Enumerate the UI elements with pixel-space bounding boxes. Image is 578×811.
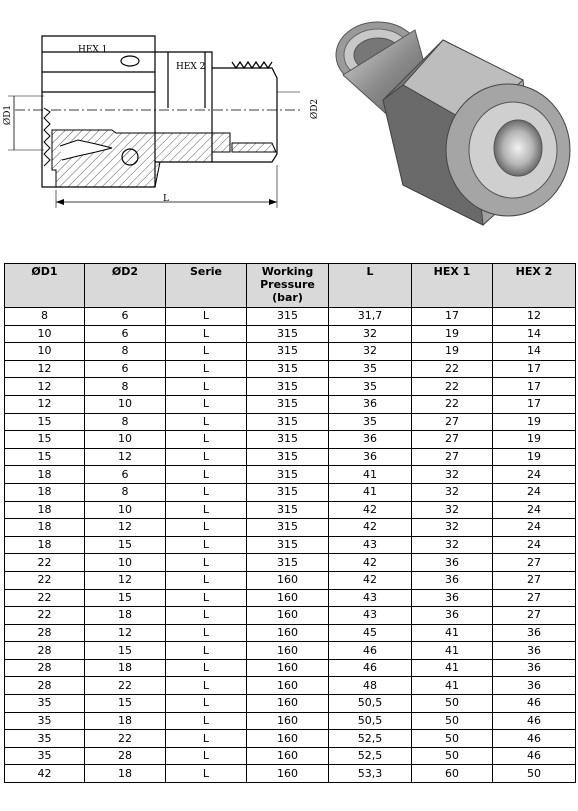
table-cell: 315: [247, 308, 329, 326]
l-label: L: [163, 194, 169, 204]
table-row: [5, 448, 576, 466]
table-cell: 28: [5, 659, 85, 677]
table-row: [5, 730, 576, 748]
table-row: [5, 677, 576, 695]
table-cell: L: [166, 589, 247, 607]
table-cell: 15: [85, 642, 166, 660]
table-cell: L: [166, 747, 247, 765]
table-cell: 27: [412, 448, 493, 466]
table-cell: 28: [85, 747, 166, 765]
table-cell: 42: [329, 571, 412, 589]
table-cell: 15: [85, 536, 166, 554]
table-cell: 27: [412, 431, 493, 449]
table-cell: 35: [5, 695, 85, 713]
table-cell: 315: [247, 431, 329, 449]
table-cell: L: [166, 378, 247, 396]
table-cell: 53,3: [329, 765, 412, 783]
table-cell: 8: [85, 483, 166, 501]
table-cell: 160: [247, 747, 329, 765]
table-cell: 32: [412, 536, 493, 554]
table-cell: 42: [329, 501, 412, 519]
table-cell: 160: [247, 730, 329, 748]
table-cell: L: [166, 431, 247, 449]
table-cell: 10: [85, 395, 166, 413]
table-cell: 28: [5, 642, 85, 660]
table-cell: 27: [493, 607, 576, 625]
table-cell: 19: [412, 325, 493, 343]
table-cell: 12: [85, 519, 166, 537]
table-body: [5, 308, 576, 783]
table-row: [5, 483, 576, 501]
table-cell: L: [166, 483, 247, 501]
table-cell: 160: [247, 589, 329, 607]
table-cell: 19: [412, 343, 493, 361]
table-cell: 35: [329, 360, 412, 378]
table-cell: L: [166, 765, 247, 783]
table-cell: 315: [247, 501, 329, 519]
table-cell: 45: [329, 624, 412, 642]
table-cell: 32: [412, 466, 493, 484]
table-cell: 31,7: [329, 308, 412, 326]
table-cell: 15: [5, 413, 85, 431]
table-cell: L: [166, 343, 247, 361]
table-cell: 36: [329, 431, 412, 449]
table-cell: 315: [247, 378, 329, 396]
table-cell: 50: [412, 712, 493, 730]
table-row: [5, 607, 576, 625]
table-cell: 60: [412, 765, 493, 783]
table-cell: 315: [247, 519, 329, 537]
table-cell: 18: [5, 466, 85, 484]
table-cell: 315: [247, 466, 329, 484]
table-row: [5, 360, 576, 378]
table-cell: 50: [493, 765, 576, 783]
hex2-label: HEX 2: [176, 62, 206, 72]
table-cell: 36: [493, 642, 576, 660]
table-row: [5, 466, 576, 484]
table-cell: 41: [412, 659, 493, 677]
table-cell: 17: [493, 360, 576, 378]
table-cell: 8: [85, 378, 166, 396]
table-row: [5, 395, 576, 413]
table-cell: L: [166, 642, 247, 660]
table-cell: 32: [329, 325, 412, 343]
table-cell: 15: [85, 695, 166, 713]
table-cell: 24: [493, 483, 576, 501]
table-cell: 315: [247, 395, 329, 413]
table-cell: L: [166, 695, 247, 713]
table-cell: L: [166, 607, 247, 625]
table-cell: 46: [329, 659, 412, 677]
table-cell: L: [166, 448, 247, 466]
table-cell: 22: [5, 607, 85, 625]
column-header: Serie: [166, 264, 247, 308]
table-row: [5, 624, 576, 642]
table-row: [5, 413, 576, 431]
table-cell: 22: [412, 395, 493, 413]
table-cell: 18: [85, 659, 166, 677]
table-cell: 160: [247, 571, 329, 589]
table-cell: 315: [247, 360, 329, 378]
table-cell: 42: [5, 765, 85, 783]
table-cell: 35: [5, 712, 85, 730]
table-cell: 50: [412, 730, 493, 748]
table-cell: 160: [247, 607, 329, 625]
table-cell: 315: [247, 536, 329, 554]
table-cell: 27: [493, 554, 576, 572]
table-cell: L: [166, 571, 247, 589]
table-row: [5, 554, 576, 572]
table-cell: 42: [329, 519, 412, 537]
column-header: ØD2: [85, 264, 166, 308]
table-row: [5, 308, 576, 326]
table-cell: 12: [85, 624, 166, 642]
table-row: [5, 571, 576, 589]
d2-label: ØD2: [310, 98, 321, 120]
table-row: [5, 642, 576, 660]
column-header: ØD1: [5, 264, 85, 308]
table-cell: 35: [5, 730, 85, 748]
table-cell: 19: [493, 413, 576, 431]
table-cell: 27: [493, 571, 576, 589]
table-cell: L: [166, 395, 247, 413]
fitting-render: [323, 0, 578, 245]
table-cell: 19: [493, 448, 576, 466]
table-cell: 10: [85, 501, 166, 519]
table-row: [5, 765, 576, 783]
table-cell: 15: [5, 448, 85, 466]
table-cell: 12: [85, 448, 166, 466]
d1-label: ØD1: [3, 104, 14, 126]
table-cell: 17: [493, 378, 576, 396]
technical-drawing: [0, 0, 300, 215]
table-cell: 43: [329, 536, 412, 554]
table-cell: 27: [412, 413, 493, 431]
table-row: [5, 431, 576, 449]
table-cell: L: [166, 712, 247, 730]
table-cell: 315: [247, 413, 329, 431]
table-cell: L: [166, 466, 247, 484]
table-cell: 8: [85, 413, 166, 431]
table-cell: 32: [329, 343, 412, 361]
table-cell: 19: [493, 431, 576, 449]
table-cell: 36: [493, 624, 576, 642]
table-cell: 8: [5, 308, 85, 326]
table-cell: 17: [493, 395, 576, 413]
table-row: [5, 343, 576, 361]
table-cell: 36: [412, 554, 493, 572]
table-cell: 41: [412, 642, 493, 660]
table-cell: 10: [85, 431, 166, 449]
table-cell: 22: [412, 378, 493, 396]
table-cell: 14: [493, 343, 576, 361]
table-cell: 14: [493, 325, 576, 343]
table-cell: 10: [5, 325, 85, 343]
table-cell: 18: [5, 519, 85, 537]
table-cell: 24: [493, 501, 576, 519]
table-row: [5, 747, 576, 765]
table-cell: 6: [85, 466, 166, 484]
table-row: [5, 536, 576, 554]
table-cell: 48: [329, 677, 412, 695]
table-cell: 35: [329, 378, 412, 396]
table-cell: 160: [247, 695, 329, 713]
table-cell: 18: [85, 607, 166, 625]
table-cell: 36: [412, 571, 493, 589]
table-cell: 50: [412, 747, 493, 765]
table-cell: 24: [493, 466, 576, 484]
table-cell: 12: [493, 308, 576, 326]
table-row: [5, 589, 576, 607]
table-cell: L: [166, 624, 247, 642]
table-cell: 52,5: [329, 747, 412, 765]
table-cell: L: [166, 519, 247, 537]
table-cell: 18: [5, 536, 85, 554]
table-cell: 22: [85, 730, 166, 748]
table-cell: L: [166, 501, 247, 519]
table-cell: 46: [493, 695, 576, 713]
table-cell: 36: [412, 607, 493, 625]
column-header: Working Pressure (bar): [247, 264, 329, 308]
table-cell: 22: [5, 554, 85, 572]
table-cell: 315: [247, 554, 329, 572]
table-cell: L: [166, 536, 247, 554]
table-cell: 12: [5, 395, 85, 413]
table-cell: 18: [5, 483, 85, 501]
product-figure: [0, 0, 578, 262]
table-cell: 15: [5, 431, 85, 449]
table-cell: 6: [85, 308, 166, 326]
table-cell: 12: [85, 571, 166, 589]
table-cell: 41: [412, 677, 493, 695]
table-cell: 28: [5, 677, 85, 695]
table-cell: 6: [85, 325, 166, 343]
hex1-label: HEX 1: [78, 45, 108, 55]
table-cell: 42: [329, 554, 412, 572]
table-cell: 315: [247, 483, 329, 501]
table-cell: 22: [85, 677, 166, 695]
table-cell: 46: [493, 730, 576, 748]
table-cell: 22: [5, 571, 85, 589]
table-cell: 43: [329, 589, 412, 607]
table-cell: L: [166, 659, 247, 677]
table-cell: L: [166, 360, 247, 378]
table-cell: 35: [5, 747, 85, 765]
table-cell: 12: [5, 378, 85, 396]
table-cell: 18: [85, 765, 166, 783]
table-cell: 36: [412, 589, 493, 607]
table-cell: 43: [329, 607, 412, 625]
table-cell: 32: [412, 483, 493, 501]
table-cell: 32: [412, 519, 493, 537]
table-cell: 36: [493, 677, 576, 695]
table-cell: 315: [247, 343, 329, 361]
table-cell: 24: [493, 519, 576, 537]
table-cell: 10: [5, 343, 85, 361]
table-cell: 22: [5, 589, 85, 607]
table-cell: 41: [412, 624, 493, 642]
table-row: [5, 712, 576, 730]
table-cell: 160: [247, 765, 329, 783]
table-cell: 315: [247, 325, 329, 343]
table-cell: 46: [329, 642, 412, 660]
table-row: [5, 501, 576, 519]
table-cell: L: [166, 413, 247, 431]
table-cell: L: [166, 677, 247, 695]
table-cell: L: [166, 325, 247, 343]
table-row: [5, 659, 576, 677]
table-cell: 18: [5, 501, 85, 519]
table-cell: 27: [493, 589, 576, 607]
table-cell: 22: [412, 360, 493, 378]
table-cell: 160: [247, 624, 329, 642]
table-cell: 160: [247, 677, 329, 695]
table-cell: 160: [247, 642, 329, 660]
column-header: HEX 1: [412, 264, 493, 308]
table-row: [5, 695, 576, 713]
table-cell: 50: [412, 695, 493, 713]
table-cell: L: [166, 730, 247, 748]
table-cell: 28: [5, 624, 85, 642]
table-cell: 32: [412, 501, 493, 519]
table-cell: 10: [85, 554, 166, 572]
table-row: [5, 325, 576, 343]
table-cell: 160: [247, 712, 329, 730]
table-row: [5, 519, 576, 537]
table-cell: 315: [247, 448, 329, 466]
table-cell: 17: [412, 308, 493, 326]
table-cell: 35: [329, 413, 412, 431]
table-cell: 50,5: [329, 712, 412, 730]
table-cell: 36: [493, 659, 576, 677]
table-cell: 50,5: [329, 695, 412, 713]
table-header-row: [5, 264, 576, 308]
table-cell: 160: [247, 659, 329, 677]
table-cell: L: [166, 554, 247, 572]
table-cell: 52,5: [329, 730, 412, 748]
table-cell: 18: [85, 712, 166, 730]
table-row: [5, 378, 576, 396]
table-cell: 46: [493, 712, 576, 730]
table-cell: 24: [493, 536, 576, 554]
table-cell: 12: [5, 360, 85, 378]
table-cell: 46: [493, 747, 576, 765]
table-cell: 15: [85, 589, 166, 607]
table-cell: 41: [329, 483, 412, 501]
specification-table: [4, 263, 576, 783]
table-cell: 36: [329, 448, 412, 466]
column-header: L: [329, 264, 412, 308]
column-header: HEX 2: [493, 264, 576, 308]
table-cell: 6: [85, 360, 166, 378]
table-cell: 36: [329, 395, 412, 413]
table-cell: L: [166, 308, 247, 326]
table-cell: 8: [85, 343, 166, 361]
table-cell: 41: [329, 466, 412, 484]
